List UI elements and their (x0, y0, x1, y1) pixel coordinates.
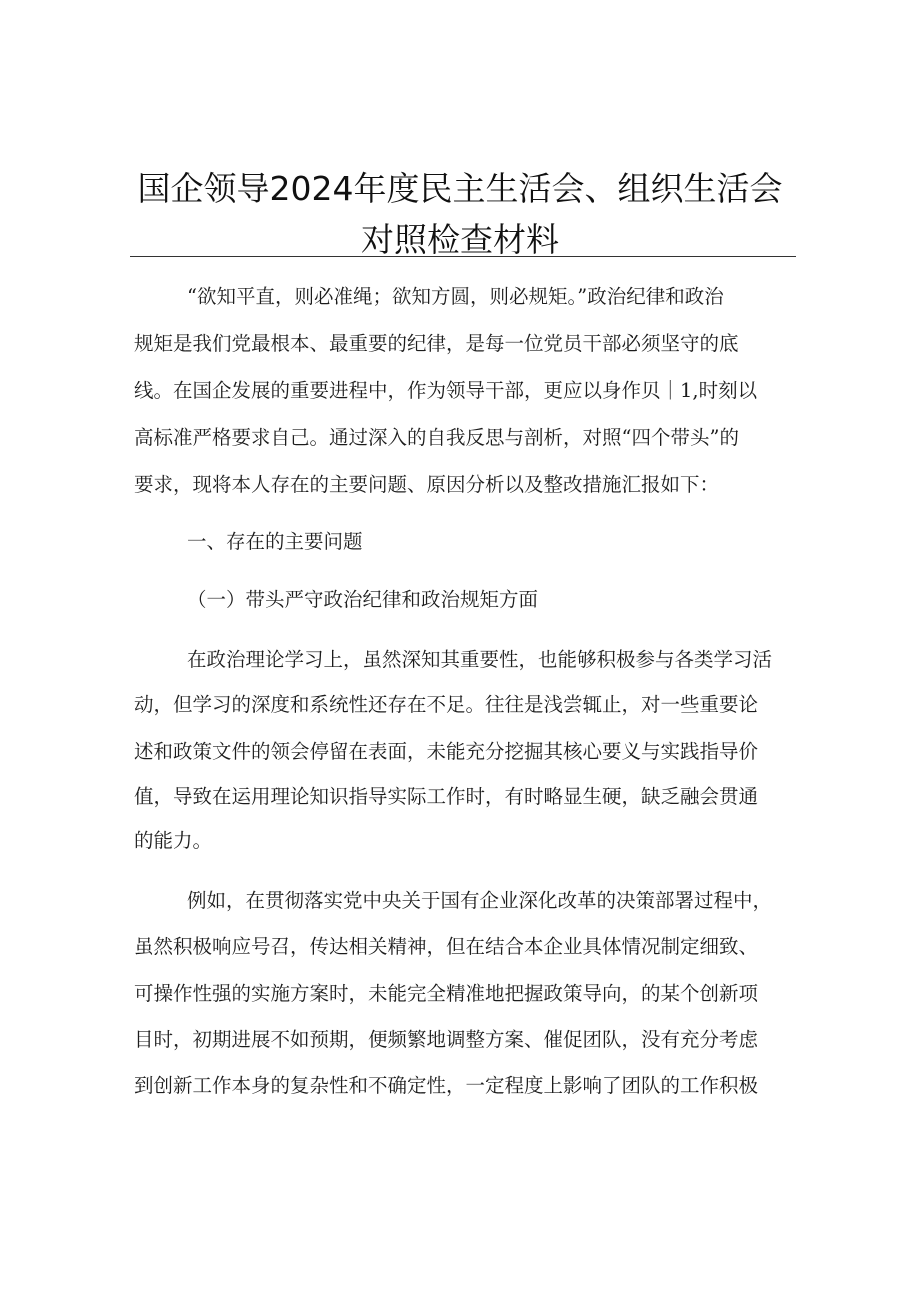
section-heading-1: 一、存在的主要问题 (187, 530, 363, 553)
paragraph-1-line-5: 要求，现将本人存在的主要问题、原因分析以及整改措施汇报如下： (134, 473, 720, 496)
paragraph-2-line-3: 述和政策文件的领会停留在表面，未能充分挖掘其核心要义与实践指导价 (134, 740, 759, 763)
paragraph-3-line-1: 例如，在贯彻落实党中央关于国有企业深化改革的决策部署过程中， (187, 889, 773, 912)
paragraph-1-line-3: 线。在国企发展的重要进程中，作为领导干部，更应以身作贝｜1,时刻以 (134, 379, 758, 402)
title-underline-rule (130, 256, 796, 257)
paragraph-2-line-4: 值，导致在运用理论知识指导实际工作时，有时略显生硬，缺乏融会贯通 (134, 785, 759, 808)
paragraph-1-line-1: “欲知平直，则必准绳；欲知方圆，则必规矩。”政治纪律和政治 (187, 285, 724, 308)
subsection-heading-1: （一）带头严守政治纪律和政治规矩方面 (187, 588, 539, 611)
document-title-line-1: 国企领导2024年度民主生活会、组织生活会 (137, 169, 783, 208)
paragraph-3-line-3: 可操作性强的实施方案时，未能完全精准地把握政策导向，的某个创新项 (134, 982, 759, 1005)
paragraph-2-line-5: 的能力。 (134, 829, 213, 852)
paragraph-1-line-4: 高标准严格要求自己。通过深入的自我反思与剖析，对照“四个带头”的 (134, 426, 739, 449)
paragraph-3-line-5: 到创新工作本身的复杂性和不确定性，一定程度上影响了团队的工作积极 (134, 1074, 759, 1097)
paragraph-2-line-2: 动，但学习的深度和系统性还存在不足。往往是浅尝辄止，对一些重要论 (134, 693, 759, 716)
paragraph-2-line-1: 在政治理论学习上，虽然深知其重要性，也能够积极参与各类学习活 (187, 648, 773, 671)
document-title-line-2: 对照检查材料 (361, 220, 559, 259)
paragraph-3-line-2: 虽然积极响应号召，传达相关精神，但在结合本企业具体情况制定细致、 (134, 935, 759, 958)
paragraph-1-line-2: 规矩是我们党最根本、最重要的纪律，是每一位党员干部必须坚守的底 (134, 332, 739, 355)
paragraph-3-line-4: 目时，初期进展不如预期，便频繁地调整方案、催促团队，没有充分考虑 (134, 1028, 759, 1051)
